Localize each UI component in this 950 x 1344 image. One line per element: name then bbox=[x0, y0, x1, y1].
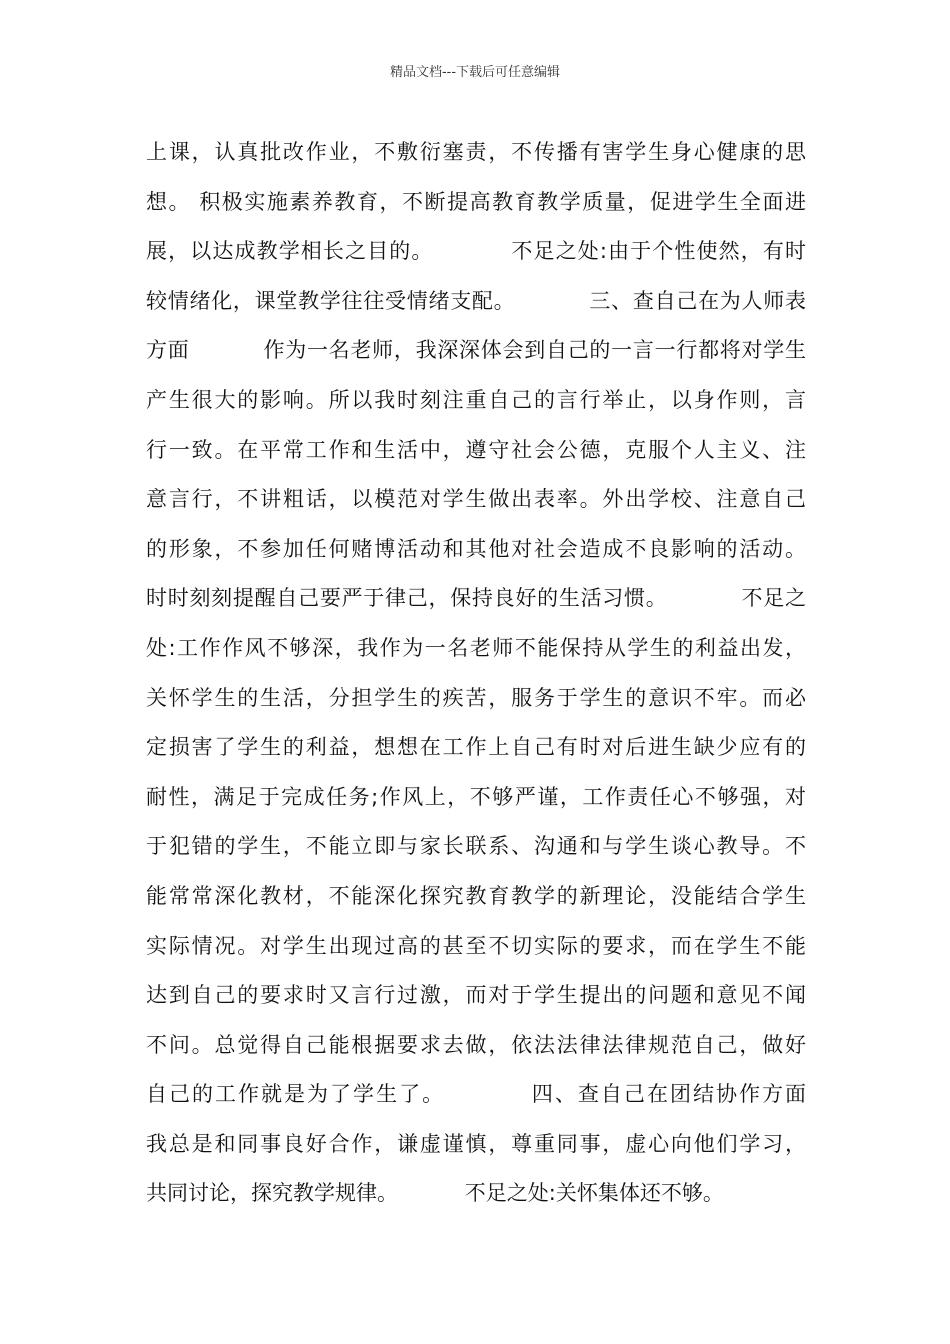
body-line: 时时刻刻提醒自己要严于律己，保持良好的生活习惯。 不足之 bbox=[146, 586, 806, 611]
body-line: 处:工作作风不够深，我作为一名老师不能保持从学生的利益出发， bbox=[146, 635, 806, 660]
body-line: 较情绪化，课堂教学往往受情绪支配。 三、查自己在为人师表 bbox=[146, 288, 806, 313]
body-line: 想。 积极实施素养教育，不断提高教育教学质量，促进学生全面进 bbox=[146, 189, 806, 214]
body-line: 能常常深化教材，不能深化探究教育教学的新理论，没能结合学生 bbox=[146, 883, 806, 908]
body-line: 达到自己的要求时又言行过激，而对于学生提出的问题和意见不闻 bbox=[146, 983, 806, 1008]
body-line: 耐性，满足于完成任务;作风上，不够严谨，工作责任心不够强，对 bbox=[146, 784, 806, 809]
body-line: 方面 作为一名老师，我深深体会到自己的一言一行都将对学生 bbox=[146, 338, 806, 363]
body-line: 不问。总觉得自己能根据要求去做，依法法律法律规范自己，做好 bbox=[146, 1032, 806, 1057]
body-line: 展，以达成教学相长之目的。 不足之处:由于个性使然，有时 bbox=[146, 239, 806, 264]
body-line: 行一致。在平常工作和生活中，遵守社会公德，克服个人主义、注 bbox=[146, 437, 806, 462]
body-line: 关怀学生的生活，分担学生的疾苦，服务于学生的意识不牢。而必 bbox=[146, 685, 806, 710]
document-body bbox=[146, 128, 806, 1219]
body-line: 实际情况。对学生出现过高的甚至不切实际的要求，而在学生不能 bbox=[146, 933, 806, 958]
body-line: 上课，认真批改作业，不敷衍塞责，不传播有害学生身心健康的思 bbox=[146, 140, 806, 164]
body-line: 于犯错的学生，不能立即与家长联系、沟通和与学生谈心教导。不 bbox=[146, 834, 806, 859]
body-line: 自己的工作就是为了学生了。 四、查自己在团结协作方面 bbox=[146, 1082, 806, 1107]
body-line: 的形象，不参加任何赌博活动和其他对社会造成不良影响的活动。 bbox=[146, 536, 806, 561]
body-line: 意言行，不讲粗话，以模范对学生做出表率。外出学校、注意自己 bbox=[146, 487, 806, 512]
body-line: 共同讨论，探究教学规律。 不足之处:关怀集体还不够。 bbox=[146, 1181, 724, 1206]
page-header-watermark: 精品文档---下载后可任意编辑 bbox=[389, 65, 561, 80]
body-line: 我总是和同事良好合作，谦虚谨慎，尊重同事，虚心向他们学习， bbox=[146, 1131, 806, 1156]
body-line: 产生很大的影响。所以我时刻注重自己的言行举止，以身作则，言 bbox=[146, 387, 806, 412]
body-line: 定损害了学生的利益，想想在工作上自己有时对后进生缺少应有的 bbox=[146, 735, 806, 760]
